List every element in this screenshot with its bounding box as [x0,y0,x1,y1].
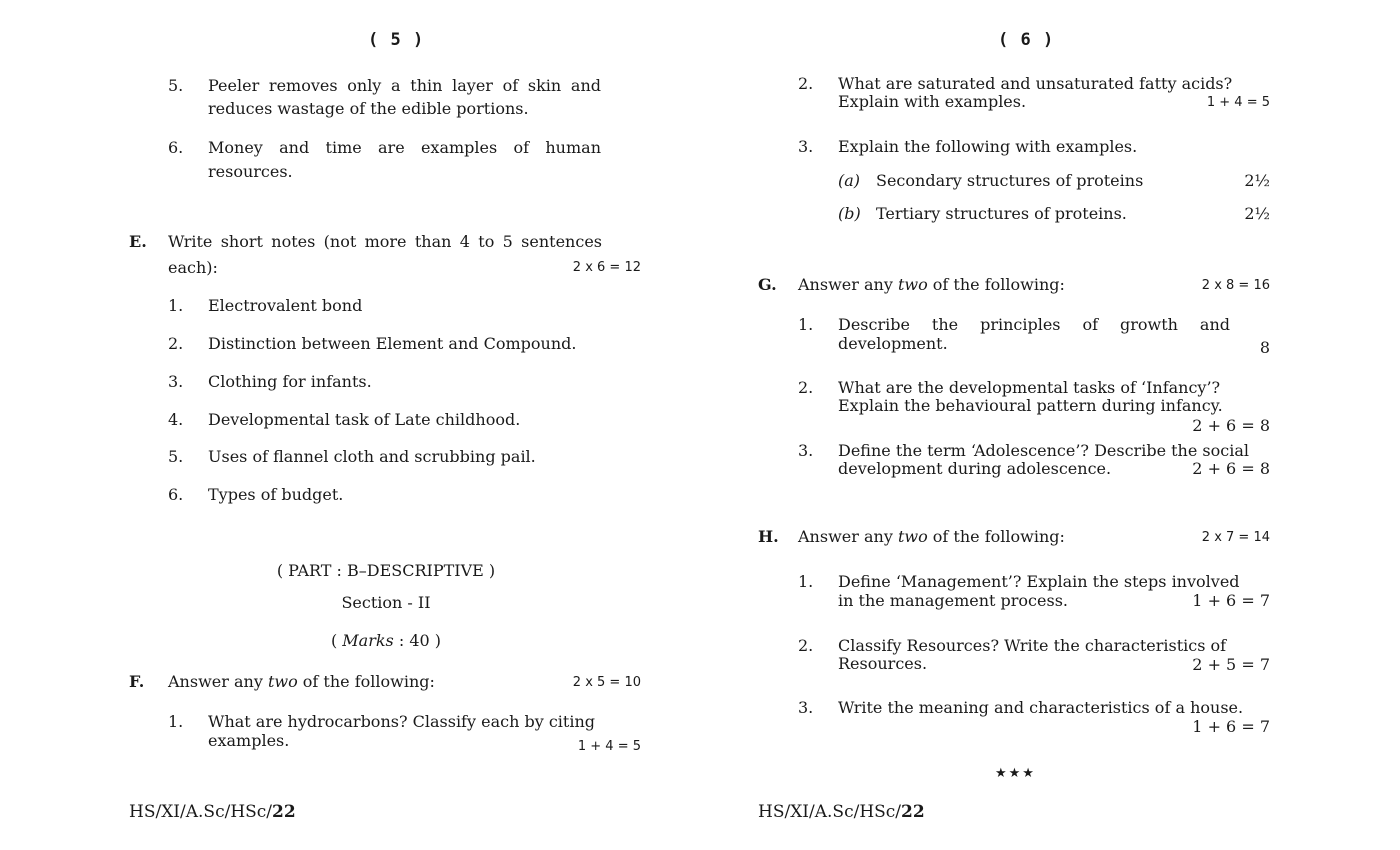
subitem-marks: 2½ [1244,204,1270,223]
section-instruction: each): [168,258,218,277]
page-number: ( 6 ) [998,30,1055,50]
section-letter: E. [129,232,147,251]
section-letter: H. [758,527,779,546]
section-marks: 2 x 7 = 14 [1201,530,1270,545]
item-text: development during adolescence. [838,459,1112,478]
item-number: 1. [168,712,184,731]
item-text: What are hydrocarbons? Classify each by citing [208,712,595,731]
item-text: Clothing for infants. [208,372,372,391]
item-text: reduces wastage of the edible portions. [208,99,529,118]
footer-code: HS/XI/A.Sc/HSc/22 [758,802,925,822]
item-number: 1. [798,315,814,334]
item-marks: 2 + 6 = 8 [1192,459,1270,478]
item-text: Electrovalent bond [208,296,363,315]
item-text: Explain the following with examples. [838,137,1138,156]
item-marks: 1 + 4 = 5 [577,739,641,754]
item-text: Classify Resources? Write the characteristics of [838,636,1227,655]
end-stars: ★★★ [995,766,1036,781]
item-text: Peeler removes only a thin layer of skin and [208,76,601,95]
item-number: 3. [798,137,814,156]
item-number: 2. [168,334,184,353]
item-text: Define ‘Management’? Explain the steps involved [838,572,1240,591]
item-text: in the management process. [838,591,1068,610]
section-instruction: Answer any two of the following: [798,527,1065,546]
section-marks: 2 x 8 = 16 [1201,278,1270,293]
item-marks: 1 + 4 = 5 [1206,95,1270,110]
footer-code: HS/XI/A.Sc/HSc/22 [129,802,296,822]
item-text: What are the developmental tasks of ‘Infancy’? [838,378,1221,397]
subitem-label: (b) [838,204,861,223]
section-instruction: Answer any two of the following: [168,672,435,691]
item-number: 6. [168,138,184,157]
item-text: development. [838,334,948,353]
item-text: Distinction between Element and Compound. [208,334,577,353]
section-letter: F. [129,672,145,691]
subitem-label: (a) [838,171,861,190]
item-text: Developmental task of Late childhood. [208,410,521,429]
item-text: Write the meaning and characteristics of a house. [838,698,1244,717]
subitem-text: Tertiary structures of proteins. [876,204,1127,223]
item-number: 5. [168,447,184,466]
item-number: 2. [798,636,814,655]
item-text: Resources. [838,654,928,673]
item-marks: 8 [1259,338,1270,357]
item-number: 6. [168,485,184,504]
section-instruction: Write short notes (not more than 4 to 5 sentences [168,232,602,251]
item-number: 2. [798,378,814,397]
item-number: 1. [798,572,814,591]
section-marks: 2 x 5 = 10 [572,675,641,690]
item-text: Explain with examples. [838,92,1027,111]
item-text: Explain the behavioural pattern during infancy. [838,396,1223,415]
section-marks: 2 x 6 = 12 [572,260,641,275]
marks-label: Marks [342,631,394,650]
marks-value: : 40 [398,631,430,650]
item-text: What are saturated and unsaturated fatty acids? [838,74,1233,93]
subitem-text: Secondary structures of proteins [876,171,1144,190]
item-text: Types of budget. [208,485,344,504]
marks-heading: ( Marks : 40 ) [330,631,442,650]
item-marks: 2 + 5 = 7 [1192,655,1270,674]
item-marks: 2 + 6 = 8 [1192,416,1270,435]
section-instruction: Answer any two of the following: [798,275,1065,294]
item-number: 1. [168,296,184,315]
section-letter: G. [758,275,777,294]
item-number: 3. [798,441,814,460]
item-number: 4. [168,410,184,429]
item-number: 3. [168,372,184,391]
item-text: Uses of flannel cloth and scrubbing pail. [208,447,536,466]
item-number: 5. [168,76,184,95]
item-number: 3. [798,698,814,717]
subitem-marks: 2½ [1244,171,1270,190]
item-text: resources. [208,162,293,181]
item-marks: 1 + 6 = 7 [1192,591,1270,610]
item-marks: 1 + 6 = 7 [1192,717,1270,736]
page-number: ( 5 ) [368,30,425,50]
item-text: Define the term ‘Adolescence’? Describe the social [838,441,1249,460]
page-right [700,0,1400,850]
item-text: examples. [208,731,290,750]
item-number: 2. [798,74,814,93]
item-text: Describe the principles of growth and [838,315,1230,334]
item-text: Money and time are examples of human [208,138,601,157]
section-heading: Section - II [341,593,431,612]
part-heading: ( PART : B–DESCRIPTIVE ) [276,561,496,580]
